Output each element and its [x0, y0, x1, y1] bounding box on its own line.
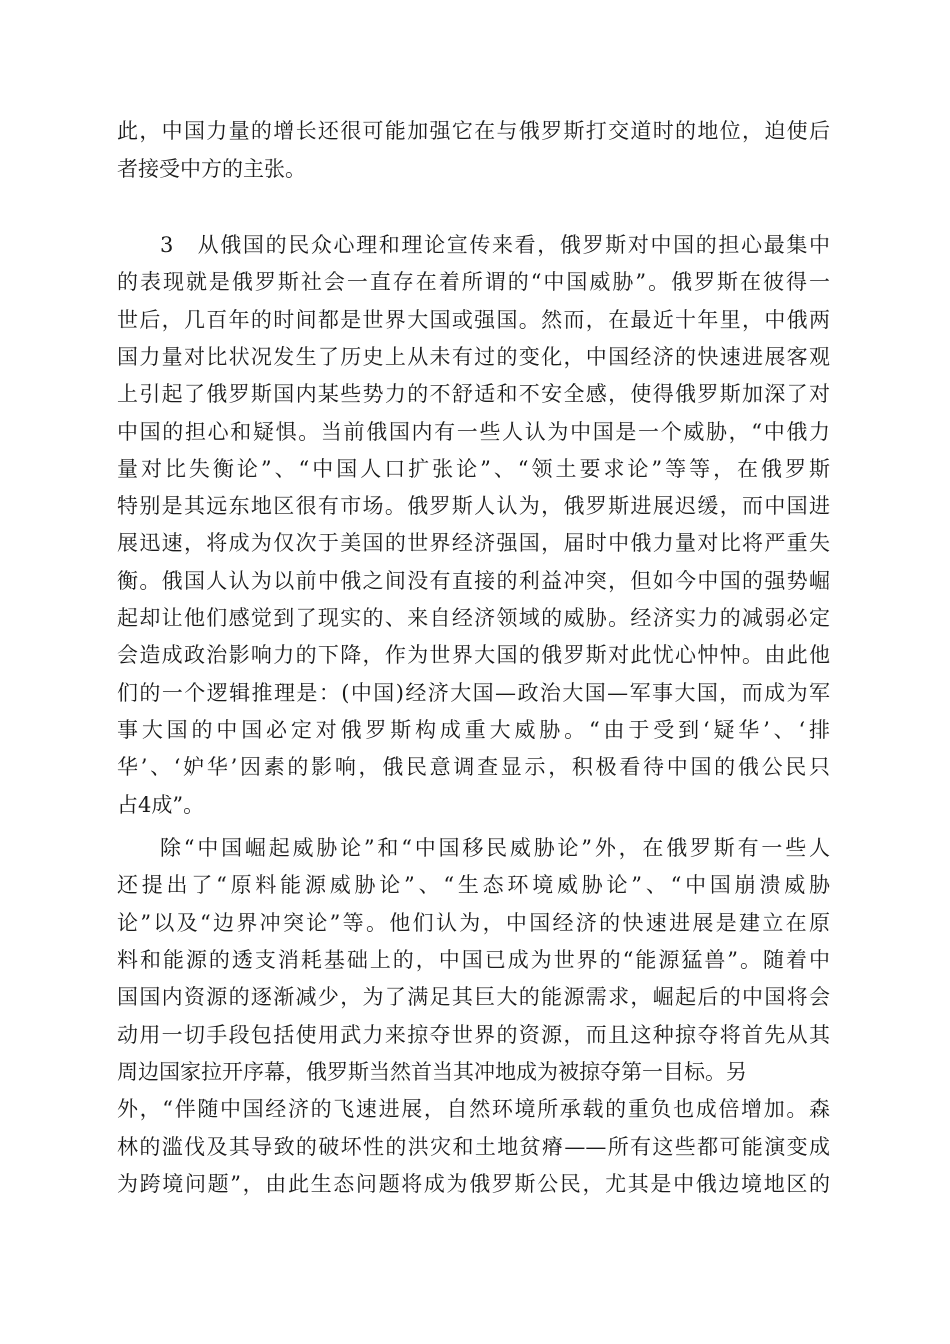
paragraph-2-line-11: 起却让他们感觉到了现实的、来自经济领域的威胁。经济实力的减弱必定 [117, 606, 830, 630]
paragraph-1-line-2: 者接受中方的主张。 [117, 157, 306, 181]
paragraph-3-line-1: 除“中国崛起威胁论”和“中国移民威胁论”外，在俄罗斯有一些人 [160, 836, 830, 860]
paragraph-3-line-4: 料和能源的透支消耗基础上的，中国已成为世界的“能源猛兽”。随着中 [117, 948, 830, 972]
paragraph-3-line-10: 为跨境问题”，由此生态问题将成为俄罗斯公民，尤其是中俄边境地区的 [117, 1172, 830, 1196]
paragraph-2-line-15: 华’、‘妒华’因素的影响，俄民意调查显示，积极看待中国的俄公民只 [117, 755, 830, 779]
paragraph-3-line-7: 周边国家拉开序幕，俄罗斯当然首当其冲地成为被掠夺第一目标。另 [117, 1060, 747, 1084]
paragraph-2-line-10: 衡。俄国人认为以前中俄之间没有直接的利益冲突，但如今中国的强势崛 [117, 569, 830, 593]
paragraph-2-line-7: 量对比失衡论”、“中国人口扩张论”、“领土要求论”等等，在俄罗斯 [117, 457, 830, 481]
paragraph-3-line-9: 林的滥伐及其导致的破坏性的洪灾和土地贫瘠——所有这些都可能演变成 [117, 1135, 830, 1159]
paragraph-2-line-12: 会造成政治影响力的下降，作为世界大国的俄罗斯对此忧心忡忡。由此他 [117, 643, 830, 667]
paragraph-3-line-8: 外，“伴随中国经济的飞速进展，自然环境所承载的重负也成倍增加。森 [117, 1097, 830, 1121]
paragraph-2-line-2: 的表现就是俄罗斯社会一直存在着所谓的“中国威胁”。俄罗斯在彼得一 [117, 270, 830, 294]
paragraph-2-line-1: 3 从俄国的民众心理和理论宣传来看，俄罗斯对中国的担心最集中 [160, 233, 830, 257]
paragraph-2-line-3: 世后，几百年的时间都是世界大国或强国。然而，在最近十年里，中俄两 [117, 308, 830, 332]
paragraph-1-line-1: 此，中国力量的增长还很可能加强它在与俄罗斯打交道时的地位，迫使后 [117, 119, 830, 143]
paragraph-2-line-13: 们的一个逻辑推理是：(中国)经济大国—政治大国—军事大国，而成为军 [117, 681, 830, 705]
paragraph-3-line-3: 论”以及“边界冲突论”等。他们认为，中国经济的快速进展是建立在原 [117, 911, 830, 935]
paragraph-2-line-16: 占4成”。 [117, 793, 205, 817]
paragraph-2-line-6: 中国的担心和疑惧。当前俄国内有一些人认为中国是一个威胁，“中俄力 [117, 420, 830, 444]
paragraph-2-line-9: 展迅速，将成为仅次于美国的世界经济强国，届时中俄力量对比将严重失 [117, 531, 830, 555]
paragraph-2-line-4: 国力量对比状况发生了历史上从未有过的变化，中国经济的快速进展客观 [117, 345, 830, 369]
paragraph-3-line-5: 国国内资源的逐渐减少，为了满足其巨大的能源需求，崛起后的中国将会 [117, 985, 830, 1009]
paragraph-3-line-6: 动用一切手段包括使用武力来掠夺世界的资源，而且这种掠夺将首先从其 [117, 1023, 830, 1047]
paragraph-2-line-8: 特别是其远东地区很有市场。俄罗斯人认为，俄罗斯进展迟缓，而中国进 [117, 494, 830, 518]
paragraph-2-line-5: 上引起了俄罗斯国内某些势力的不舒适和不安全感，使得俄罗斯加深了对 [117, 382, 830, 406]
paragraph-2-line-14: 事大国的中国必定对俄罗斯构成重大威胁。“由于受到‘疑华’、‘排 [117, 718, 830, 742]
paragraph-3-line-2: 还提出了“原料能源威胁论”、“生态环境威胁论”、“中国崩溃威胁 [117, 873, 830, 897]
